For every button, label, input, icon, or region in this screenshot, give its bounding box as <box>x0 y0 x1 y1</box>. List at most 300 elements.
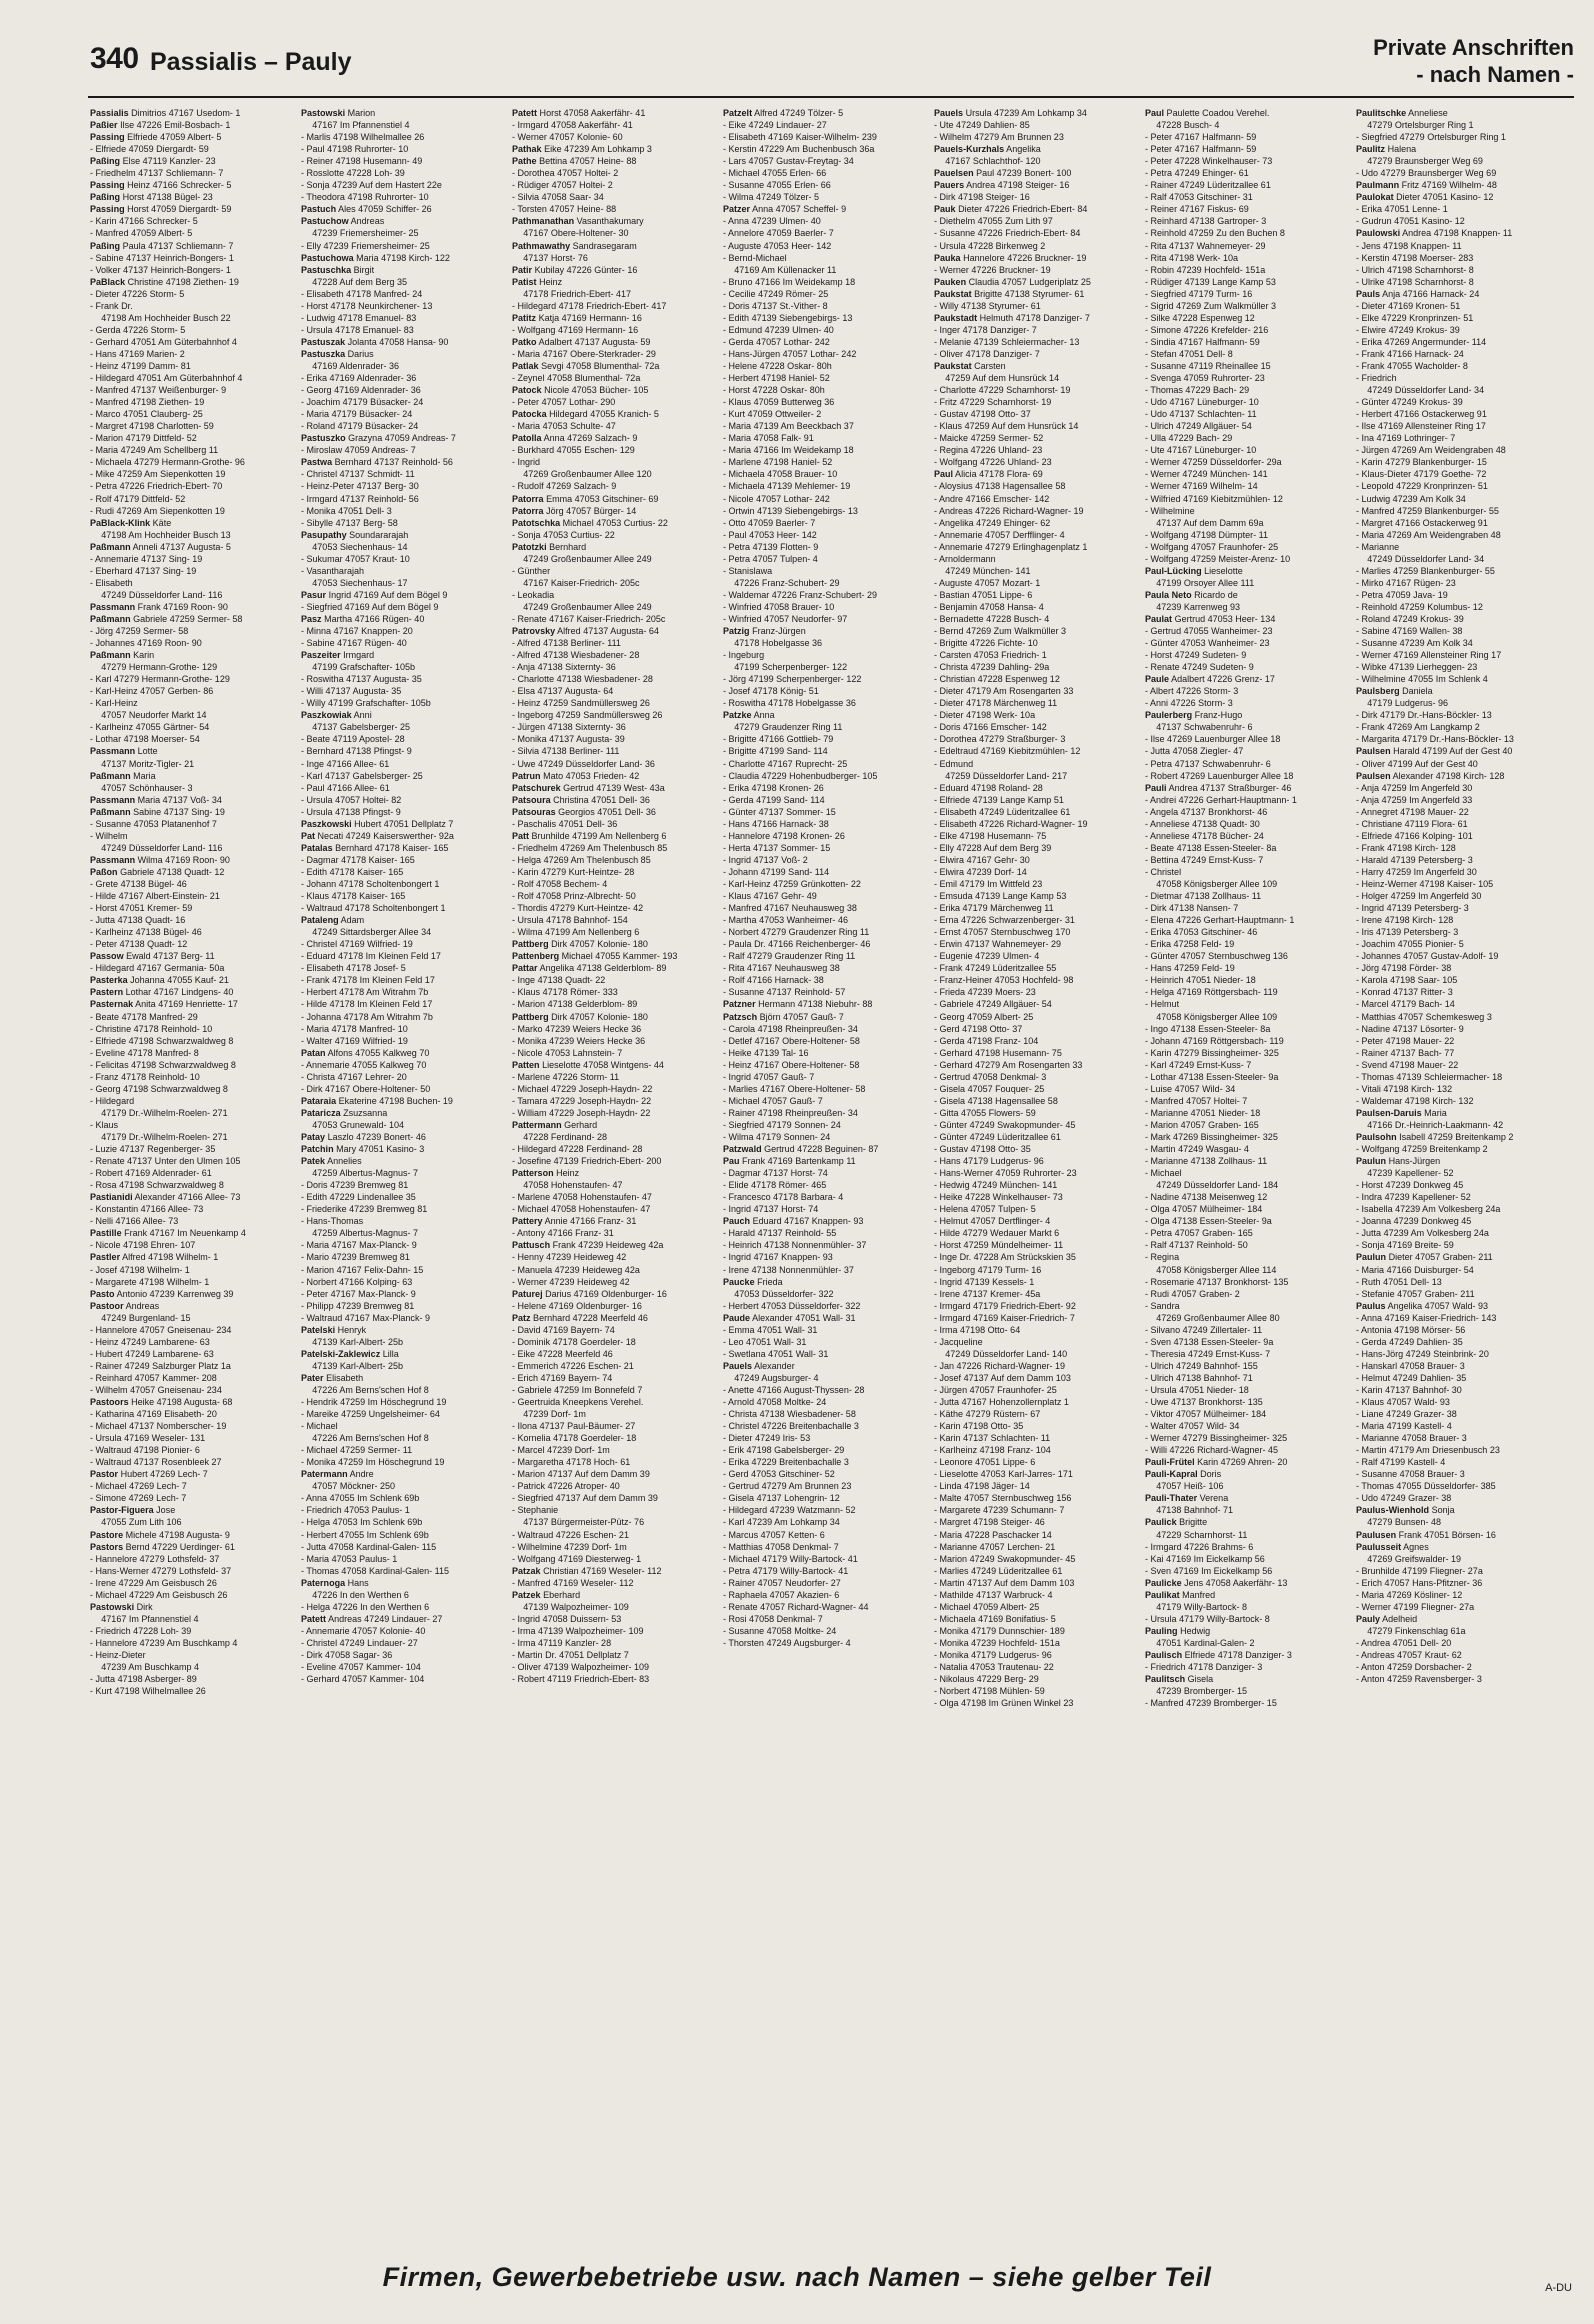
entry-details: 47057 Neudorfer Markt 14 <box>101 710 207 722</box>
entry-details: 47229 Scharnhorst- 11 <box>1156 1529 1248 1541</box>
directory-entry <box>512 1445 701 1457</box>
directory-entry <box>512 1313 701 1325</box>
entry-details: Michele 47198 Augusta- 9 <box>123 1529 230 1541</box>
entry-details: - Sandra <box>1145 1300 1180 1312</box>
directory-entry <box>512 759 701 771</box>
directory-entry <box>301 168 490 180</box>
entry-details: Frank 47239 Heideweg 42a <box>550 1240 664 1252</box>
entry-details: 47269 Greifswalder- 19 <box>1367 1553 1462 1565</box>
entry-details: - Ingrid 47137 Voß- 2 <box>723 854 808 866</box>
directory-entry <box>301 1530 490 1542</box>
entry-surname: Paßmann <box>90 541 131 553</box>
entry-surname: Pastwa <box>301 457 333 469</box>
directory-entry <box>1145 168 1334 180</box>
entry-surname: Pastler <box>90 1252 121 1264</box>
entry-details: Claudia 47057 Ludgeriplatz 25 <box>966 276 1091 288</box>
entry-details: - Klaus-Dieter 47179 Goethe- 72 <box>1356 469 1487 481</box>
directory-entry <box>512 734 701 746</box>
directory-entry <box>90 445 279 457</box>
entry-details: - Sonja 47239 Auf dem Hastert 22e <box>301 180 442 192</box>
directory-entry <box>934 144 1123 156</box>
entry-details: - Michael 47229 Am Geisbusch 26 <box>90 1589 228 1601</box>
entry-details: - Marion 47137 Auf dem Damm 39 <box>512 1469 650 1481</box>
directory-entry <box>301 1638 490 1650</box>
entry-details: - Erika 47198 Kronen- 26 <box>723 782 824 794</box>
directory-entry <box>1356 409 1545 421</box>
entry-surname: Patelski <box>301 1324 336 1336</box>
directory-entry <box>90 1192 279 1204</box>
entry-details: - Wilma 47249 Tölzer- 5 <box>723 192 820 204</box>
entry-details: - Helmut 47057 Dertflinger- 4 <box>934 1216 1051 1228</box>
entry-details: 47249 Düsseldorfer Land- 140 <box>945 1348 1068 1360</box>
entry-details: - Johann 47199 Sand- 114 <box>723 866 830 878</box>
directory-entry <box>723 578 912 590</box>
directory-entry <box>301 1590 490 1602</box>
entry-surname: Pataricza <box>301 1107 341 1119</box>
directory-entry <box>90 192 279 204</box>
directory-entry <box>1356 1674 1545 1686</box>
entry-details: - Helmut 47249 Dahlien- 35 <box>1356 1372 1467 1384</box>
directory-entry <box>1145 963 1334 975</box>
directory-entry <box>1356 168 1545 180</box>
entry-details: - Auguste 47053 Heer- 142 <box>723 240 832 252</box>
entry-surname: Paßier <box>90 120 118 132</box>
directory-entry <box>1356 1493 1545 1505</box>
entry-details: - Konstantin 47166 Allee- 73 <box>90 1204 204 1216</box>
entry-surname: Pasto <box>90 1288 115 1300</box>
directory-entry <box>1145 867 1334 879</box>
entry-surname: Pasterka <box>90 975 128 987</box>
directory-entry <box>90 397 279 409</box>
directory-entry <box>90 204 279 216</box>
directory-entry <box>90 1108 279 1120</box>
entry-details: - Karl 47279 Hermann-Grothe- 129 <box>90 674 230 686</box>
entry-details: - Nicole 47198 Ehren- 107 <box>90 1240 196 1252</box>
directory-entry <box>723 1240 912 1252</box>
entry-details: - Bernadette 47228 Busch- 4 <box>934 613 1050 625</box>
directory-entry <box>934 1385 1123 1397</box>
entry-details: - Eugenie 47239 Ulmen- 4 <box>934 951 1040 963</box>
directory-entry <box>301 1204 490 1216</box>
directory-entry <box>1145 1445 1334 1457</box>
entry-details: - Gustav 47198 Otto- 35 <box>934 1144 1031 1156</box>
entry-details: - Monika 47239 Weiers Hecke 36 <box>512 1035 646 1047</box>
directory-entry <box>90 1373 279 1385</box>
directory-entry <box>1145 204 1334 216</box>
directory-entry <box>301 445 490 457</box>
directory-entry <box>512 1530 701 1542</box>
entry-details: Alfons 47055 Kalkweg 70 <box>325 1047 430 1059</box>
directory-entry <box>90 927 279 939</box>
directory-entry <box>723 108 912 120</box>
directory-entry <box>1145 421 1334 433</box>
directory-entry <box>301 1385 490 1397</box>
directory-entry <box>512 433 701 445</box>
directory-entry <box>90 1650 279 1662</box>
directory-entry <box>1356 1638 1545 1650</box>
directory-entry <box>1145 228 1334 240</box>
directory-entry <box>301 1337 490 1349</box>
directory-entry <box>512 1602 701 1614</box>
entry-details: Martha 47166 Rügen- 40 <box>321 613 425 625</box>
directory-entry <box>90 1204 279 1216</box>
entry-surname: Pathe <box>512 156 537 168</box>
entry-details: - Theodora 47198 Ruhrorter- 10 <box>301 192 429 204</box>
directory-entry <box>512 156 701 168</box>
entry-details: - Hubert 47249 Lambarene- 63 <box>90 1348 214 1360</box>
entry-details: Eduard 47167 Knappen- 93 <box>750 1216 864 1228</box>
entry-details: - Iris 47139 Petersberg- 3 <box>1356 927 1459 939</box>
directory-entry <box>934 614 1123 626</box>
entry-details: Ewald 47137 Berg- 11 <box>123 951 215 963</box>
entry-details: Isabell 47259 Breitenkamp 2 <box>1396 1131 1514 1143</box>
directory-entry <box>1356 1662 1545 1674</box>
directory-entry <box>512 409 701 421</box>
entry-details: - Katharina 47169 Elisabeth- 20 <box>90 1409 217 1421</box>
entry-details: - Rainer 47198 Rheinpreußen- 34 <box>723 1107 858 1119</box>
directory-entry <box>934 1204 1123 1216</box>
entry-details: 47139 Karl-Albert- 25b <box>312 1360 404 1372</box>
entry-details: - Rosa 47198 Schwarzwaldweg 8 <box>90 1180 224 1192</box>
directory-entry <box>1356 1542 1545 1554</box>
directory-entry <box>90 530 279 542</box>
entry-surname: Paukstat <box>934 360 972 372</box>
directory-entry <box>1145 999 1334 1011</box>
entry-details: 47138 Bahnhof- 71 <box>1156 1505 1234 1517</box>
directory-entry <box>512 325 701 337</box>
directory-entry <box>723 626 912 638</box>
entry-details: - Bernd-Michael <box>723 252 787 264</box>
entry-details: - Hildegard 47051 Am Güterbahnhof 4 <box>90 373 243 385</box>
entry-details: - Sukumar 47057 Kraut- 10 <box>301 553 410 565</box>
directory-entry <box>1356 1481 1545 1493</box>
directory-entry <box>723 506 912 518</box>
directory-entry <box>90 1662 279 1674</box>
entry-details: - Karin 47137 Schlachten- 11 <box>934 1433 1051 1445</box>
entry-details: Paul 47239 Bonert- 100 <box>973 168 1072 180</box>
directory-entry <box>90 614 279 626</box>
entry-surname: Patten <box>512 1059 540 1071</box>
entry-surname: Passialis <box>90 108 129 119</box>
entry-details: - Winfried 47058 Brauer- 10 <box>723 601 835 613</box>
entry-details: - Ina 47169 Lothringer- 7 <box>1356 433 1456 445</box>
entry-surname: Pasz <box>301 613 322 625</box>
entry-details: - Jürgen 47138 Sixternty- 36 <box>512 722 626 734</box>
directory-entry <box>1145 1686 1334 1698</box>
directory-entry <box>512 626 701 638</box>
entry-details: Alexander 47051 Wall- 31 <box>750 1312 856 1324</box>
directory-entry <box>90 1252 279 1264</box>
directory-entry <box>1145 1156 1334 1168</box>
directory-entry <box>90 313 279 325</box>
directory-entry <box>90 1686 279 1698</box>
directory-entry <box>723 686 912 698</box>
directory-entry <box>723 1301 912 1313</box>
entry-surname: Pauken <box>934 276 967 288</box>
directory-entry <box>934 771 1123 783</box>
directory-entry <box>1145 457 1334 469</box>
directory-entry <box>512 1361 701 1373</box>
directory-entry <box>1356 590 1545 602</box>
entry-details: - Reiner 47167 Fiskus- 69 <box>1145 204 1249 216</box>
entry-surname: Patzer <box>723 204 751 216</box>
directory-entry <box>934 494 1123 506</box>
entry-details: Frieda <box>754 1276 783 1288</box>
directory-entry <box>90 1638 279 1650</box>
entry-details: 47239 Kapellener- 52 <box>1367 1168 1454 1180</box>
directory-entry <box>512 1517 701 1529</box>
entry-details: - Vitali 47198 Kirch- 132 <box>1356 1083 1453 1095</box>
directory-entry <box>1145 843 1334 855</box>
entry-details: Else 47119 Kanzler- 23 <box>120 156 216 168</box>
directory-entry <box>934 1277 1123 1289</box>
entry-surname: Pauli <box>1145 782 1167 794</box>
entry-details: - Silvia 47058 Saar- 34 <box>512 192 604 204</box>
entry-details: - Dirk 47167 Obere-Holtener- 50 <box>301 1083 431 1095</box>
directory-entry <box>1145 397 1334 409</box>
directory-entry <box>723 1602 912 1614</box>
entry-details: - Manfred 47059 Albert- 5 <box>90 228 193 240</box>
entry-details: - Peter 47228 Winkelhauser- 73 <box>1145 156 1273 168</box>
entry-details: - Martin 47179 Am Driesenbusch 23 <box>1356 1445 1500 1457</box>
entry-details: - Michael <box>1145 1168 1182 1180</box>
entry-details: Sonja <box>1429 1505 1455 1517</box>
entry-details: - Monika 47239 Hochfeld- 151a <box>934 1637 1060 1649</box>
entry-surname: Patzak <box>512 1565 541 1577</box>
entry-details: - Beate 47138 Essen-Steeler- 8a <box>1145 842 1277 854</box>
entry-details: Jolanta 47058 Hansa- 90 <box>345 336 449 348</box>
directory-entry <box>723 1385 912 1397</box>
entry-surname: Paulitsch <box>1145 1674 1186 1686</box>
directory-entry <box>1356 1566 1545 1578</box>
entry-details: - Anna 47055 Im Schlenk 69b <box>301 1493 420 1505</box>
entry-details: - Eike 47228 Meerfeld 46 <box>512 1348 613 1360</box>
entry-details: - Hildegard 47228 Ferdinand- 28 <box>512 1144 643 1156</box>
directory-entry <box>1145 1517 1334 1529</box>
entry-details: - Marco 47051 Clauberg- 25 <box>90 409 203 421</box>
entry-details: - Werner 47169 Allensteiner Ring 17 <box>1356 650 1502 662</box>
directory-entry <box>723 241 912 253</box>
entry-details: - Mirko 47167 Rügen- 23 <box>1356 577 1456 589</box>
entry-details: - Ingrid 47167 Knappen- 93 <box>723 1252 833 1264</box>
entry-details: 47259 Albertus-Magnus- 7 <box>312 1168 419 1180</box>
entry-details: - Nicole 47057 Lothar- 242 <box>723 493 830 505</box>
entry-surname: Paul-Lücking <box>1145 565 1202 577</box>
directory-entry <box>723 1517 912 1529</box>
directory-entry <box>723 650 912 662</box>
directory-entry <box>934 445 1123 457</box>
entry-details: - Manfred 47057 Holtei- 7 <box>1145 1095 1248 1107</box>
entry-details: - Elisabeth 47169 Kaiser-Wilhelm- 239 <box>723 132 877 144</box>
directory-entry <box>723 939 912 951</box>
entry-details: - Wibke 47139 Lierheggen- 23 <box>1356 662 1478 674</box>
entry-details: - Rolf 47179 Dittfeld- 52 <box>90 493 186 505</box>
directory-entry <box>301 855 490 867</box>
entry-details: - Reinhard 47138 Gartroper- 3 <box>1145 216 1267 228</box>
entry-surname: Paturej <box>512 1288 543 1300</box>
directory-entry <box>723 1108 912 1120</box>
entry-details: - Reinhold 47259 Kolumbus- 12 <box>1356 601 1483 613</box>
directory-entry <box>1145 1421 1334 1433</box>
directory-entry <box>90 746 279 758</box>
directory-entry <box>512 1084 701 1096</box>
entry-details: - Monika 47051 Dell- 3 <box>301 505 392 517</box>
entry-details: - Olga 47138 Essen-Steeler- 9a <box>1145 1216 1272 1228</box>
directory-entry <box>301 542 490 554</box>
entry-surname: Pasupathy <box>301 529 347 541</box>
directory-entry <box>90 144 279 156</box>
entry-details: - Marlene 47198 Haniel- 52 <box>723 457 833 469</box>
entry-details: - Michael 47229 Joseph-Haydn- 22 <box>512 1083 653 1095</box>
entry-details: - Carsten 47053 Friedrich- 1 <box>934 650 1047 662</box>
directory-entry <box>934 1674 1123 1686</box>
directory-entry <box>301 554 490 566</box>
directory-entry <box>512 795 701 807</box>
entry-details: - Christel 47249 Lindauer- 27 <box>301 1637 418 1649</box>
entry-details: - Albert 47226 Storm- 3 <box>1145 686 1239 698</box>
directory-entry <box>723 698 912 710</box>
directory-entry <box>301 1433 490 1445</box>
entry-details: - Rosslotte 47228 Loh- 39 <box>301 168 405 180</box>
entry-details: - Rolf 47058 Prinz-Albrecht- 50 <box>512 891 636 903</box>
directory-entry <box>1356 879 1545 891</box>
entry-details: 47137 Bürgermeister-Pütz- 76 <box>523 1517 645 1529</box>
entry-details: - Heike 47139 Tal- 16 <box>723 1047 809 1059</box>
entry-details: - Joachim 47179 Büsacker- 24 <box>301 397 424 409</box>
directory-entry <box>90 289 279 301</box>
entry-details: - Hans-Thomas <box>301 1216 364 1228</box>
directory-entry <box>934 518 1123 530</box>
directory-entry <box>301 614 490 626</box>
entry-details: - Marcel 47239 Dorf- 1m <box>512 1445 610 1457</box>
directory-entry <box>934 1192 1123 1204</box>
entry-details: Alexander 47166 Allee- 73 <box>132 1192 241 1204</box>
entry-details: - Hans 47166 Harnack- 38 <box>723 818 829 830</box>
entry-details: - Hilde 47178 Im Kleinen Feld 17 <box>301 999 433 1011</box>
entry-details: - Svend 47198 Mauer- 22 <box>1356 1059 1459 1071</box>
directory-entry <box>723 1060 912 1072</box>
directory-entry <box>1356 325 1545 337</box>
directory-entry <box>1356 578 1545 590</box>
entry-details: - Irene 47229 Am Geisbusch 26 <box>90 1577 217 1589</box>
directory-entry <box>1356 1216 1545 1228</box>
entry-details: Helmuth 47178 Danziger- 7 <box>977 312 1090 324</box>
entry-details: 47249 Augsburger- 4 <box>734 1372 819 1384</box>
directory-entry <box>1145 807 1334 819</box>
directory-entry <box>723 1505 912 1517</box>
entry-details: 47058 Königsberger Allee 109 <box>1156 879 1278 890</box>
directory-entry <box>934 1096 1123 1108</box>
entry-details: - Elly 47228 Auf dem Berg 39 <box>934 842 1052 854</box>
entry-surname: Pauli-Frütel <box>1145 1457 1195 1469</box>
directory-entry <box>1356 1554 1545 1566</box>
entry-details: - Andreas 47057 Kraut- 62 <box>1356 1650 1462 1661</box>
entry-details: Sevgi 47058 Blumenthal- 72a <box>538 360 660 372</box>
page-code: A-DU <box>1545 2282 1572 2294</box>
entry-details: - Michaela 47279 Hermann-Grothe- 96 <box>90 457 245 469</box>
directory-entry <box>1356 783 1545 795</box>
entry-details: 47169 Am Küllenacker 11 <box>734 264 837 276</box>
directory-entry <box>1145 759 1334 771</box>
directory-entry <box>934 879 1123 891</box>
directory-entry <box>723 1012 912 1024</box>
entry-surname: Pathmanathan <box>512 216 575 228</box>
entry-details: - Heinz-Peter 47137 Berg- 30 <box>301 481 419 493</box>
directory-entry <box>1356 494 1545 506</box>
entry-surname: Paule <box>1145 674 1170 686</box>
directory-entry <box>723 1614 912 1626</box>
directory-entry <box>1145 1108 1334 1120</box>
directory-entry <box>1356 1530 1545 1542</box>
directory-entry <box>1145 819 1334 831</box>
entry-details: - Rita 47137 Wahnemeyer- 29 <box>1145 240 1266 252</box>
entry-details: - Frieda 47239 Moers- 23 <box>934 987 1036 999</box>
directory-entry <box>1145 903 1334 915</box>
entry-details: Anneliese <box>1406 108 1448 119</box>
directory-entry <box>934 1566 1123 1578</box>
directory-entry <box>723 1578 912 1590</box>
entry-details: - Udo 47279 Braunsberger Weg 69 <box>1356 168 1497 180</box>
directory-entry <box>1145 1192 1334 1204</box>
entry-details: - Ludwig 47239 Am Kolk 34 <box>1356 493 1466 505</box>
directory-entry <box>1145 1530 1334 1542</box>
entry-details: - Ute 47167 Lüneburger- 10 <box>1145 445 1257 457</box>
directory-entry <box>301 1228 490 1240</box>
entry-details: - Joachim 47055 Pionier- 5 <box>1356 939 1464 951</box>
directory-entry <box>90 481 279 493</box>
entry-details: 47198 Am Hochheider Busch 13 <box>101 529 231 541</box>
entry-details: Emma 47053 Gitschiner- 69 <box>543 493 659 505</box>
entry-details: - Gustav 47198 Otto- 37 <box>934 409 1031 421</box>
entry-details: Sabine 47137 Sing- 19 <box>130 806 225 818</box>
entry-details: 47279 Ortelsburger Ring 1 <box>1367 120 1474 132</box>
entry-surname: Patolla <box>512 433 542 445</box>
entry-surname: Pataraia <box>301 1095 337 1107</box>
entry-details: - Gisela 47138 Hagensallee 58 <box>934 1095 1058 1107</box>
entry-surname: Paszkowski <box>301 818 352 830</box>
entry-details: - Jörg 47198 Förder- 38 <box>1356 963 1452 975</box>
directory-entry <box>934 1698 1123 1710</box>
entry-details: - Paschalis 47051 Dell- 36 <box>512 818 618 830</box>
directory-entry <box>90 1301 279 1313</box>
entry-details: - Maria 47167 Max-Planck- 9 <box>301 1240 417 1252</box>
directory-entry <box>1145 1060 1334 1072</box>
directory-entry <box>90 1433 279 1445</box>
entry-surname: Paulick <box>1145 1517 1177 1529</box>
entry-details: - Kai 47169 Im Eickelkamp 56 <box>1145 1553 1265 1565</box>
entry-details: - Edith 47178 Kaiser- 165 <box>301 866 404 878</box>
entry-details: - Inge 47138 Quadt- 22 <box>512 975 606 987</box>
directory-entry <box>90 1289 279 1301</box>
entry-details: - Maria 47166 Duisburger- 54 <box>1356 1264 1474 1276</box>
directory-entry <box>301 698 490 710</box>
directory-entry <box>512 108 701 120</box>
entry-details: 47228 Auf dem Berg 35 <box>312 276 408 288</box>
entry-details: - Waltraud 47167 Max-Planck- 9 <box>301 1312 430 1324</box>
directory-entry <box>934 1036 1123 1048</box>
entry-details: - Gertrud 47279 Am Brunnen 23 <box>723 1481 852 1493</box>
directory-entry <box>1356 831 1545 843</box>
directory-entry <box>934 397 1123 409</box>
entry-details: Alexander 47198 Kirch- 128 <box>1390 770 1505 782</box>
entry-details: - Helmut <box>1145 999 1180 1011</box>
directory-entry <box>1145 361 1334 373</box>
entry-details: - Gudrun 47051 Kasino- 12 <box>1356 216 1465 228</box>
directory-entry <box>934 277 1123 289</box>
entry-details: Franz-Hugo <box>1192 710 1243 722</box>
entry-details: - Petra 47059 Java- 19 <box>1356 589 1448 601</box>
entry-surname: Pattusch <box>512 1240 551 1252</box>
